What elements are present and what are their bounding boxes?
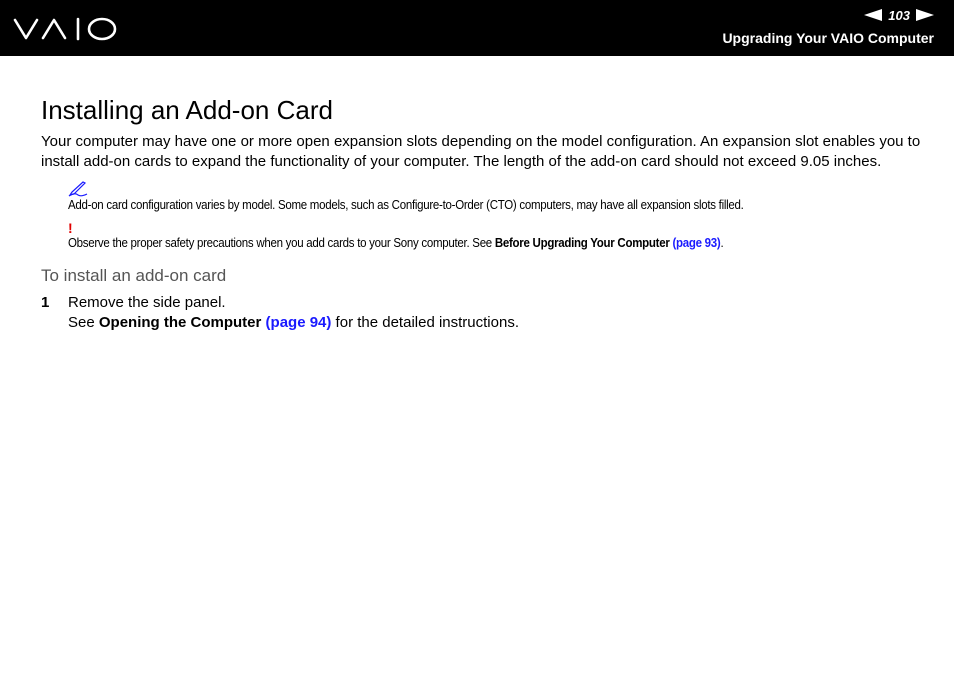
step-text: Remove the side panel. bbox=[68, 294, 226, 311]
step-detail bbox=[68, 313, 921, 333]
page-header bbox=[0, 0, 954, 56]
page-navigation bbox=[864, 7, 934, 23]
previous-page-arrow-icon[interactable] bbox=[864, 9, 882, 21]
warning-text-end: . bbox=[720, 236, 724, 250]
note-text: Add-on card configuration varies by model. Some models, such as Configure-to-Order (CTO) computers, may have all expansion slots filled. bbox=[68, 198, 744, 212]
step-reference: Opening the Computer bbox=[98, 313, 262, 331]
step-see: See bbox=[68, 313, 99, 331]
page-content bbox=[41, 94, 921, 332]
step-number: 1 bbox=[41, 294, 50, 311]
next-page-arrow-icon[interactable] bbox=[916, 9, 934, 21]
page-94-link[interactable]: (page 94) bbox=[265, 313, 332, 331]
procedure-heading: To install an add-on card bbox=[41, 266, 227, 285]
section-title: Upgrading Your VAIO Computer bbox=[722, 30, 934, 46]
step-item bbox=[41, 293, 921, 332]
intro-paragraph: Your computer may have one or more open expansion slots depending on the model configuration. An expansion slot enables you to install add-on cards to expand the functionality of your computer. The length of the add-on card should not exceed 9.05 inches. bbox=[41, 133, 921, 170]
note-block bbox=[68, 181, 921, 251]
warning-reference: Before Upgrading Your Computer bbox=[494, 236, 670, 250]
step-after: for the detailed instructions. bbox=[331, 313, 519, 331]
page-93-link[interactable]: (page 93) bbox=[672, 236, 721, 250]
vaio-logo bbox=[12, 14, 122, 44]
page-number: 103 bbox=[888, 7, 910, 23]
warning-text bbox=[68, 235, 853, 251]
pencil-note-icon bbox=[68, 181, 88, 197]
warning-text-body: Observe the proper safety precautions when you add cards to your Sony computer. See bbox=[68, 236, 495, 250]
warning-icon: ! bbox=[68, 220, 73, 236]
page-title: Installing an Add-on Card bbox=[41, 95, 333, 125]
